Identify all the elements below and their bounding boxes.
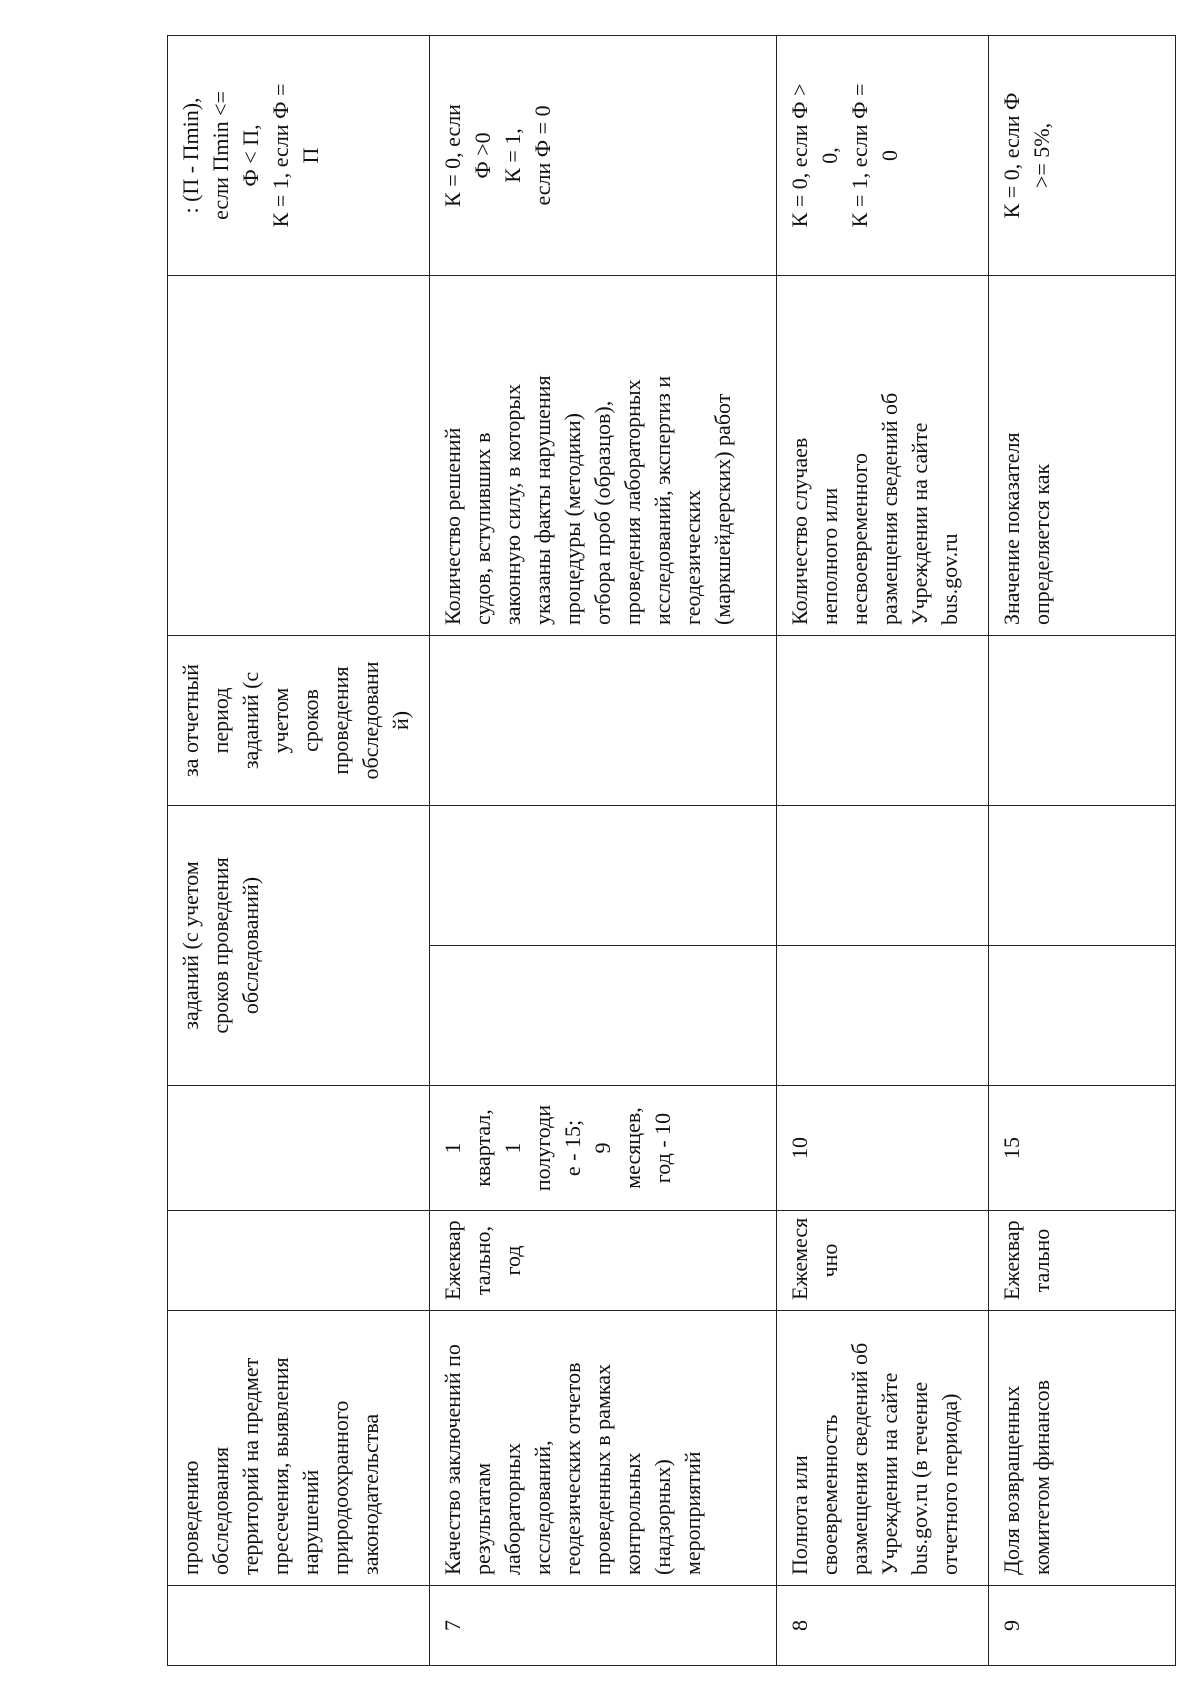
cell-plan-b [430, 805, 777, 945]
cell-name: Доля возвращенных комитетом финансов [989, 1311, 1176, 1586]
cell-plan-a [777, 946, 989, 1086]
rotated-table-wrapper [167, 36, 1107, 1666]
cell-plan: заданий (с учетом сроков проведения обследований) [168, 805, 430, 1085]
cell-fact: за отчетный период заданий (с учетом сроков проведения обследовани й) [168, 635, 430, 805]
cell-num: 9 [989, 1586, 1176, 1666]
cell-plan-b [777, 805, 989, 945]
cell-plan-a [989, 946, 1176, 1086]
cell-formula: К = 0, если Ф >= 5%, [989, 35, 1176, 275]
cell-periodicity [168, 1211, 430, 1311]
cell-num [168, 1586, 430, 1666]
cell-formula: К = 0, если Ф > 0, К = 1, если Ф = 0 [777, 35, 989, 275]
cell-weight: 10 [777, 1086, 989, 1211]
table-row-7 [430, 35, 777, 1665]
table-row-9 [989, 35, 1176, 1665]
cell-name: проведению обследования территорий на предмет пресечения, выявления нарушений природоохранного законодательства [168, 1311, 430, 1586]
cell-plan-b [989, 805, 1176, 945]
cell-name: Качество заключений по результатам лабораторных исследований, геодезических отчетов проведенных в рамках контрольных (надзорных) мероприятий [430, 1311, 777, 1586]
cell-description [168, 275, 430, 635]
cell-name: Полнота или своевременность размещения сведений об Учреждении на сайте bus.gov.ru (в течение отчетного периода) [777, 1311, 989, 1586]
cell-fact [430, 635, 777, 805]
table-row-continuation [168, 35, 430, 1665]
cell-weight: 1 квартал, 1 полугоди е - 15; 9 месяцев, год - 10 [430, 1086, 777, 1211]
cell-weight: 15 [989, 1086, 1176, 1211]
cell-periodicity: Ежеквар тально [989, 1211, 1176, 1311]
cell-formula: : (П - Пmin), если Пmin <= Ф < П, К = 1, если Ф = П [168, 35, 430, 275]
cell-fact [777, 635, 989, 805]
cell-formula: К = 0, если Ф >0 К = 1, если Ф = 0 [430, 35, 777, 275]
indicators-table [167, 35, 1176, 1666]
cell-periodicity: Ежемеся чно [777, 1211, 989, 1311]
cell-description: Количество случаев неполного или несвоевременного размещения сведений об Учреждении на сайте bus.gov.ru [777, 275, 989, 635]
cell-periodicity: Ежеквар тально, год [430, 1211, 777, 1311]
cell-description: Значение показателя определяется как [989, 275, 1176, 635]
cell-weight [168, 1086, 430, 1211]
table-row-8 [777, 35, 989, 1665]
cell-description: Количество решений судов, вступивших в законную силу, в которых указаны факты нарушения процедуры (методики) отбора проб (образцов), проведения лабораторных исследований, экспертиз и геодезических (маркшейдерских) работ [430, 275, 777, 635]
cell-num: 7 [430, 1586, 777, 1666]
cell-fact [989, 635, 1176, 805]
cell-num: 8 [777, 1586, 989, 1666]
cell-plan-a [430, 946, 777, 1086]
